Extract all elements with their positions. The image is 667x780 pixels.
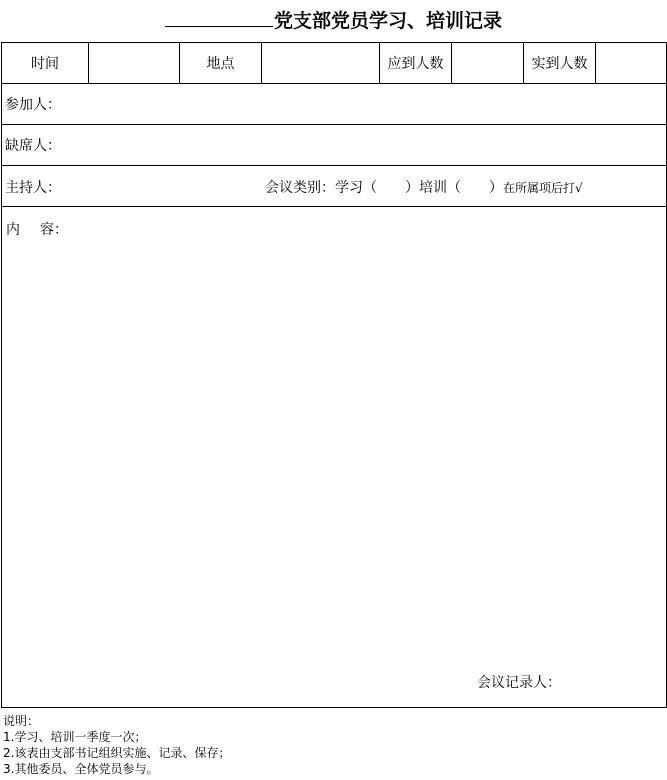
actual-count-value-cell[interactable] <box>596 43 667 84</box>
content-cell[interactable] <box>2 207 667 708</box>
title-text: 党支部党员学习、培训记录 <box>273 10 502 32</box>
place-label: 地点 <box>206 56 235 72</box>
instructions-heading: 说明： <box>3 714 40 728</box>
host-row <box>2 166 667 207</box>
instructions <box>3 713 230 777</box>
participants-label: 参加人： <box>5 97 61 113</box>
expected-label-cell <box>380 43 452 84</box>
place-label-cell <box>180 43 262 84</box>
content-label-first: 内 <box>6 222 20 238</box>
header-row <box>2 43 667 84</box>
time-label-cell <box>2 43 89 84</box>
actual-count-label: 实到人数 <box>531 56 588 72</box>
instruction-item: 1.学习、培训一季度一次； <box>3 730 147 744</box>
time-label: 时间 <box>31 56 59 72</box>
page-title <box>0 8 667 34</box>
content-row <box>2 207 667 708</box>
absent-cell[interactable] <box>2 125 667 166</box>
record-form-table <box>1 42 667 708</box>
participants-row <box>2 84 667 125</box>
content-label <box>6 219 68 239</box>
host-label: 主持人： <box>5 180 61 196</box>
expected-count-label: 应到人数 <box>387 56 444 72</box>
meeting-type <box>265 177 583 197</box>
branch-name-blank[interactable] <box>165 25 273 27</box>
host-cell[interactable] <box>2 166 667 207</box>
participants-cell[interactable] <box>2 84 667 125</box>
instruction-item: 3.其他委员、全体党员参与。 <box>3 762 159 776</box>
actual-label-cell <box>524 43 596 84</box>
absent-label: 缺席人： <box>5 138 61 154</box>
meeting-type-label: 会议类别：学习（ ）培训（ ） <box>265 180 503 196</box>
expected-count-value-cell[interactable] <box>452 43 524 84</box>
content-label-second: 容： <box>40 222 68 238</box>
place-value-cell[interactable] <box>262 43 380 84</box>
absent-row <box>2 125 667 166</box>
instruction-item: 2.该表由支部书记组织实施、记录、保存； <box>3 746 231 760</box>
meeting-type-note: 在所属项后打√ <box>503 181 583 195</box>
recorder-label: 会议记录人： <box>477 675 561 691</box>
time-value-cell[interactable] <box>89 43 180 84</box>
